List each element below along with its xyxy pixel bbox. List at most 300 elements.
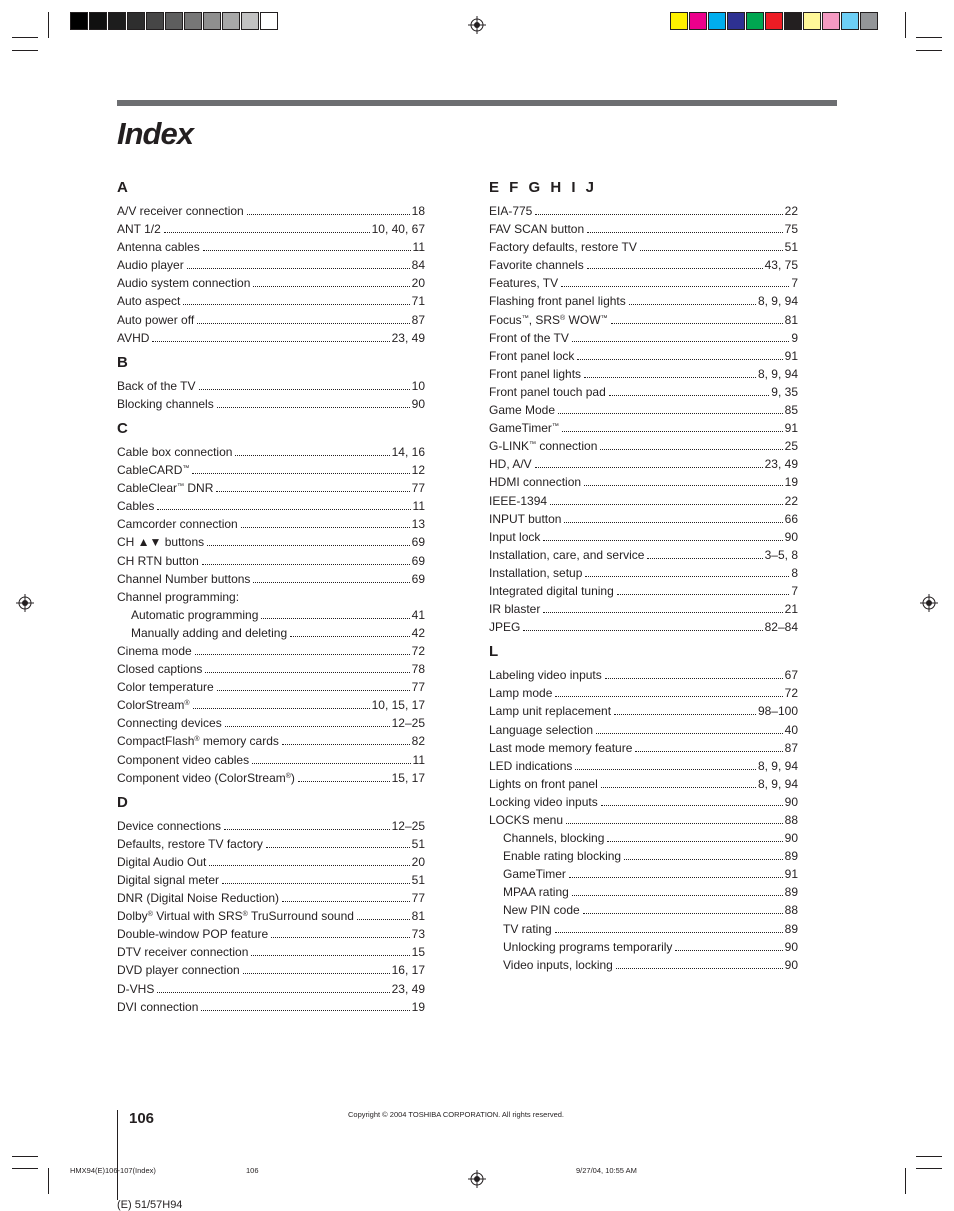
entry-label: Dolby® Virtual with SRS® TruSurround sound <box>117 909 354 924</box>
index-entry <box>489 793 798 811</box>
dot-leader <box>216 491 409 492</box>
dot-leader <box>253 286 409 287</box>
index-entry <box>489 473 798 491</box>
entry-pages: 87 <box>411 312 425 327</box>
entry-label: Flashing front panel lights <box>489 294 626 309</box>
color-swatch <box>670 12 688 30</box>
dot-leader <box>207 545 410 546</box>
entry-pages: 85 <box>784 403 798 418</box>
model-number: (E) 51/57H94 <box>117 1199 183 1211</box>
entry-pages: 19 <box>784 475 798 490</box>
registration-mark-icon <box>468 16 486 34</box>
entry-pages: 77 <box>411 891 425 906</box>
dot-leader <box>543 612 782 613</box>
dot-leader <box>624 859 783 860</box>
entry-pages: 21 <box>784 602 798 617</box>
entry-label: MPAA rating <box>503 885 569 900</box>
entry-pages: 90 <box>784 939 798 954</box>
entry-pages: 89 <box>784 885 798 900</box>
dot-leader <box>251 955 409 956</box>
dot-leader <box>205 672 409 673</box>
entry-pages: 67 <box>784 668 798 683</box>
entry-label: GameTimer™ <box>489 421 559 436</box>
registration-mark-icon <box>468 1170 486 1188</box>
dot-leader <box>253 582 409 583</box>
entry-pages: 42 <box>411 625 425 640</box>
dot-leader <box>572 341 789 342</box>
index-entry <box>117 925 425 943</box>
dot-leader <box>587 232 782 233</box>
entry-label: HDMI connection <box>489 475 582 490</box>
color-swatch <box>184 12 202 30</box>
entry-label: Auto aspect <box>117 294 181 309</box>
index-entry <box>489 938 798 956</box>
dot-leader <box>555 932 783 933</box>
entry-label: Lights on front panel <box>489 776 598 791</box>
color-swatch <box>689 12 707 30</box>
entry-label: Lamp unit replacement <box>489 704 612 719</box>
index-entry <box>117 696 425 714</box>
entry-pages: 9, 35 <box>771 384 798 399</box>
index-entry <box>489 582 798 600</box>
index-entry <box>117 980 425 998</box>
entry-pages: 11 <box>412 240 425 255</box>
index-entry <box>117 678 425 696</box>
entry-pages: 91 <box>784 867 798 882</box>
index-entry <box>489 383 798 401</box>
dot-leader <box>201 1010 409 1011</box>
header-rule <box>117 100 837 106</box>
entry-label: Auto power off <box>117 312 195 327</box>
process-color-bar <box>670 12 879 30</box>
dot-leader <box>357 919 410 920</box>
entry-pages: 20 <box>411 854 425 869</box>
dot-leader <box>569 877 783 878</box>
entry-pages: 98–100 <box>757 704 798 719</box>
entry-label: Favorite channels <box>489 258 584 273</box>
entry-label: Camcorder connection <box>117 517 238 532</box>
index-entry <box>489 329 798 347</box>
index-entry <box>489 702 798 720</box>
dot-leader <box>192 473 409 474</box>
index-entry <box>489 956 798 974</box>
section-heading: L <box>489 643 499 661</box>
index-entry <box>489 618 798 636</box>
index-entry <box>117 256 425 274</box>
dot-leader <box>535 467 763 468</box>
crop-mark <box>916 1156 942 1157</box>
entry-label: Connecting devices <box>117 716 222 731</box>
index-entry <box>489 600 798 618</box>
index-entry <box>489 684 798 702</box>
index-entry <box>117 515 425 533</box>
dot-leader <box>675 950 782 951</box>
entry-pages: 66 <box>784 511 798 526</box>
entry-pages: 23, 49 <box>764 457 798 472</box>
entry-label: Front panel lights <box>489 366 582 381</box>
entry-label: Last mode memory feature <box>489 740 633 755</box>
entry-label: Installation, care, and service <box>489 547 645 562</box>
copyright-notice: Copyright © 2004 TOSHIBA CORPORATION. All rights reserved. <box>348 1110 565 1119</box>
index-entry <box>489 510 798 528</box>
entry-label: Double-window POP feature <box>117 927 269 942</box>
entry-pages: 16, 17 <box>391 963 425 978</box>
entry-label: Channel Number buttons <box>117 571 251 586</box>
dot-leader <box>601 805 783 806</box>
entry-label: Digital Audio Out <box>117 854 207 869</box>
color-swatch <box>822 12 840 30</box>
index-entry <box>489 546 798 564</box>
dot-leader <box>585 576 789 577</box>
entry-label: Cables <box>117 499 155 514</box>
entry-label: GameTimer <box>503 867 566 882</box>
entry-pages: 8, 9, 94 <box>757 294 798 309</box>
dot-leader <box>601 787 756 788</box>
dot-leader <box>600 449 782 450</box>
dot-leader <box>584 377 756 378</box>
index-entry <box>489 883 798 901</box>
dot-leader <box>157 992 389 993</box>
gray-color-bar <box>70 12 279 30</box>
entry-pages: 43, 75 <box>764 258 798 273</box>
entry-pages: 12 <box>411 463 425 478</box>
entry-pages: 10 <box>411 378 425 393</box>
entry-label: New PIN code <box>503 903 580 918</box>
index-entry <box>117 732 425 750</box>
dot-leader <box>635 751 782 752</box>
entry-label: Cable box connection <box>117 444 233 459</box>
entry-pages: 19 <box>411 999 425 1014</box>
index-entry <box>117 961 425 979</box>
index-entry <box>117 461 425 479</box>
dot-leader <box>241 527 410 528</box>
dot-leader <box>282 744 410 745</box>
index-entry <box>489 757 798 775</box>
dot-leader <box>225 726 390 727</box>
crop-mark <box>12 1168 38 1169</box>
entry-pages: 90 <box>784 831 798 846</box>
dot-leader <box>587 268 763 269</box>
entry-pages: 3–5, 8 <box>764 547 798 562</box>
entry-pages: 81 <box>411 909 425 924</box>
color-swatch <box>803 12 821 30</box>
crop-mark <box>916 50 942 51</box>
entry-pages: 88 <box>784 903 798 918</box>
entry-label: ColorStream® <box>117 698 190 713</box>
index-entry <box>117 907 425 925</box>
crop-mark <box>48 1168 49 1194</box>
dot-leader <box>247 214 410 215</box>
index-column-left <box>117 178 425 1016</box>
color-swatch <box>260 12 278 30</box>
entry-pages: 40 <box>784 722 798 737</box>
registration-mark-icon <box>920 594 938 612</box>
entry-label: Device connections <box>117 818 222 833</box>
slug-timestamp: 9/27/04, 10:55 AM <box>576 1166 637 1175</box>
index-entry <box>117 552 425 570</box>
color-swatch <box>241 12 259 30</box>
color-swatch <box>746 12 764 30</box>
dot-leader <box>558 413 783 414</box>
entry-pages: 84 <box>411 258 425 273</box>
index-entry <box>117 533 425 551</box>
entry-pages: 73 <box>411 927 425 942</box>
entry-label: TV rating <box>503 921 552 936</box>
entry-label: Front panel lock <box>489 348 575 363</box>
index-entry <box>489 666 798 684</box>
entry-label: Factory defaults, restore TV <box>489 240 637 255</box>
color-swatch <box>203 12 221 30</box>
index-entry <box>489 256 798 274</box>
entry-label: Cinema mode <box>117 643 192 658</box>
entry-pages: 69 <box>411 553 425 568</box>
index-entry <box>489 811 798 829</box>
entry-pages: 91 <box>784 421 798 436</box>
color-swatch <box>146 12 164 30</box>
dot-leader <box>629 304 756 305</box>
entry-label: FAV SCAN button <box>489 222 585 237</box>
entry-pages: 7 <box>791 276 798 291</box>
dot-leader <box>197 323 409 324</box>
entry-pages: 91 <box>784 348 798 363</box>
entry-pages: 51 <box>411 836 425 851</box>
dot-leader <box>607 841 782 842</box>
entry-label: DVD player connection <box>117 963 240 978</box>
color-swatch <box>841 12 859 30</box>
index-entry <box>489 721 798 739</box>
index-entry <box>117 274 425 292</box>
color-swatch <box>784 12 802 30</box>
entry-label: Component video (ColorStream®) <box>117 770 295 785</box>
entry-pages: 15, 17 <box>391 770 425 785</box>
dot-leader <box>584 485 783 486</box>
index-entry <box>489 365 798 383</box>
entry-pages: 89 <box>784 921 798 936</box>
index-entry <box>117 642 425 660</box>
entry-pages: 77 <box>411 680 425 695</box>
index-entry <box>489 347 798 365</box>
crop-mark <box>905 12 906 38</box>
entry-pages: 7 <box>791 583 798 598</box>
entry-pages: 8, 9, 94 <box>757 776 798 791</box>
entry-label: A/V receiver connection <box>117 204 244 218</box>
entry-label: Closed captions <box>117 662 203 677</box>
entry-label: Antenna cables <box>117 240 200 255</box>
dot-leader <box>298 781 390 782</box>
entry-label: DNR (Digital Noise Reduction) <box>117 891 280 906</box>
dot-leader <box>543 540 782 541</box>
entry-pages: 51 <box>784 240 798 255</box>
dot-leader <box>266 847 410 848</box>
page-number: 106 <box>129 1110 155 1127</box>
index-entry <box>117 311 425 329</box>
dot-leader <box>290 636 410 637</box>
dot-leader <box>252 763 410 764</box>
dot-leader <box>209 865 409 866</box>
dot-leader <box>609 395 770 396</box>
registration-mark-icon <box>16 594 34 612</box>
index-entry <box>489 419 798 437</box>
index-entry <box>489 220 798 238</box>
entry-pages: 14, 16 <box>391 444 425 459</box>
index-entry <box>489 401 798 419</box>
entry-label: Locking video inputs <box>489 794 598 809</box>
entry-label: Language selection <box>489 722 594 737</box>
entry-pages: 69 <box>411 571 425 586</box>
entry-label: CompactFlash® memory cards <box>117 734 279 749</box>
dot-leader <box>614 714 756 715</box>
index-entry <box>117 238 425 256</box>
entry-label: Defaults, restore TV factory <box>117 836 263 851</box>
dot-leader <box>566 823 783 824</box>
dot-leader <box>164 232 370 233</box>
entry-pages: 10, 40, 67 <box>371 222 425 237</box>
entry-label: Front panel touch pad <box>489 384 606 399</box>
color-swatch <box>89 12 107 30</box>
index-entry <box>489 238 798 256</box>
color-swatch <box>860 12 878 30</box>
footer-rule <box>117 1110 118 1200</box>
index-entry <box>489 202 798 220</box>
entry-pages: 72 <box>784 686 798 701</box>
entry-label: LOCKS menu <box>489 813 564 827</box>
entry-pages: 25 <box>784 439 798 454</box>
dot-leader <box>222 883 410 884</box>
dot-leader <box>282 901 410 902</box>
entry-pages: 82 <box>411 734 425 749</box>
entry-pages: 41 <box>411 607 425 622</box>
slug-file: HMX94(E)106-107(Index) <box>70 1166 156 1175</box>
index-entry <box>489 847 798 865</box>
entry-label: Component video cables <box>117 752 250 767</box>
index-entry <box>117 329 425 347</box>
index-entry <box>489 311 798 329</box>
section-heading: B <box>117 353 128 371</box>
entry-label: ANT 1/2 <box>117 222 161 237</box>
color-swatch <box>165 12 183 30</box>
entry-label: Manually adding and deleting <box>131 625 288 640</box>
dot-leader <box>561 286 789 287</box>
entry-label: Channel programming: <box>117 589 240 604</box>
dot-leader <box>596 733 783 734</box>
entry-label: Audio system connection <box>117 276 251 291</box>
index-entry <box>117 871 425 889</box>
entry-pages: 82–84 <box>764 620 798 635</box>
entry-label: CableClear™ DNR <box>117 481 214 496</box>
index-entry <box>117 443 425 461</box>
index-entry <box>117 377 425 395</box>
entry-label: Color temperature <box>117 680 214 695</box>
entry-label: Installation, setup <box>489 565 583 580</box>
entry-pages: 12–25 <box>391 818 425 833</box>
entry-pages: 20 <box>411 276 425 291</box>
color-swatch <box>70 12 88 30</box>
index-entry <box>489 437 798 455</box>
index-entry <box>117 479 425 497</box>
entry-pages: 51 <box>411 873 425 887</box>
entry-label: DTV receiver connection <box>117 945 249 960</box>
dot-leader <box>535 214 782 215</box>
entry-label: Integrated digital tuning <box>489 583 614 598</box>
color-swatch <box>708 12 726 30</box>
index-entry <box>489 901 798 919</box>
dot-leader <box>616 968 783 969</box>
entry-pages: 10, 15, 17 <box>371 698 425 713</box>
index-entry <box>117 292 425 310</box>
entry-pages: 89 <box>784 849 798 864</box>
crop-mark <box>12 50 38 51</box>
dot-leader <box>555 696 782 697</box>
entry-pages: 15 <box>411 945 425 960</box>
index-entry <box>489 292 798 310</box>
index-entry <box>489 455 798 473</box>
index-entry <box>117 624 425 642</box>
index-entry <box>489 739 798 757</box>
entry-label: CH RTN button <box>117 553 199 568</box>
dot-leader <box>193 708 370 709</box>
color-swatch <box>222 12 240 30</box>
dot-leader <box>583 913 783 914</box>
index-entry <box>489 528 798 546</box>
entry-label: CH ▲▼ buttons <box>117 535 205 550</box>
dot-leader <box>261 618 409 619</box>
entry-label: Front of the TV <box>489 330 569 345</box>
slug-page: 106 <box>246 1166 259 1175</box>
index-entry <box>489 775 798 793</box>
index-entry <box>117 660 425 678</box>
entry-pages: 88 <box>784 813 798 827</box>
crop-mark <box>12 37 38 38</box>
entry-pages: 78 <box>411 662 425 677</box>
entry-label: IR blaster <box>489 602 541 617</box>
entry-label: JPEG <box>489 620 521 635</box>
entry-pages: 8, 9, 94 <box>757 366 798 381</box>
entry-pages: 22 <box>784 493 798 508</box>
dot-leader <box>217 690 410 691</box>
entry-pages: 90 <box>784 957 798 972</box>
entry-label: D-VHS <box>117 981 155 996</box>
entry-pages: 11 <box>412 499 425 514</box>
entry-label: LED indications <box>489 758 573 773</box>
color-swatch <box>727 12 745 30</box>
color-swatch <box>127 12 145 30</box>
entry-label: Channels, blocking <box>503 831 605 846</box>
entry-pages: 9 <box>791 330 798 345</box>
section-heading: A <box>117 179 128 196</box>
entry-pages: 87 <box>784 740 798 755</box>
index-entry <box>117 853 425 871</box>
entry-label: Features, TV <box>489 276 559 291</box>
section-heading: D <box>117 793 128 811</box>
dot-leader <box>243 973 390 974</box>
entry-label: HD, A/V <box>489 457 532 472</box>
crop-mark <box>905 1168 906 1194</box>
color-swatch <box>765 12 783 30</box>
dot-leader <box>195 654 410 655</box>
dot-leader <box>271 937 409 938</box>
entry-pages: 90 <box>784 529 798 544</box>
entry-label: AVHD <box>117 330 150 345</box>
dot-leader <box>572 895 783 896</box>
entry-pages: 75 <box>784 222 798 237</box>
index-entry <box>117 220 425 238</box>
color-swatch <box>108 12 126 30</box>
entry-label: Automatic programming <box>131 607 259 622</box>
entry-label: Game Mode <box>489 403 556 418</box>
index-entry <box>489 920 798 938</box>
entry-pages: 81 <box>784 312 798 327</box>
dot-leader <box>640 250 783 251</box>
